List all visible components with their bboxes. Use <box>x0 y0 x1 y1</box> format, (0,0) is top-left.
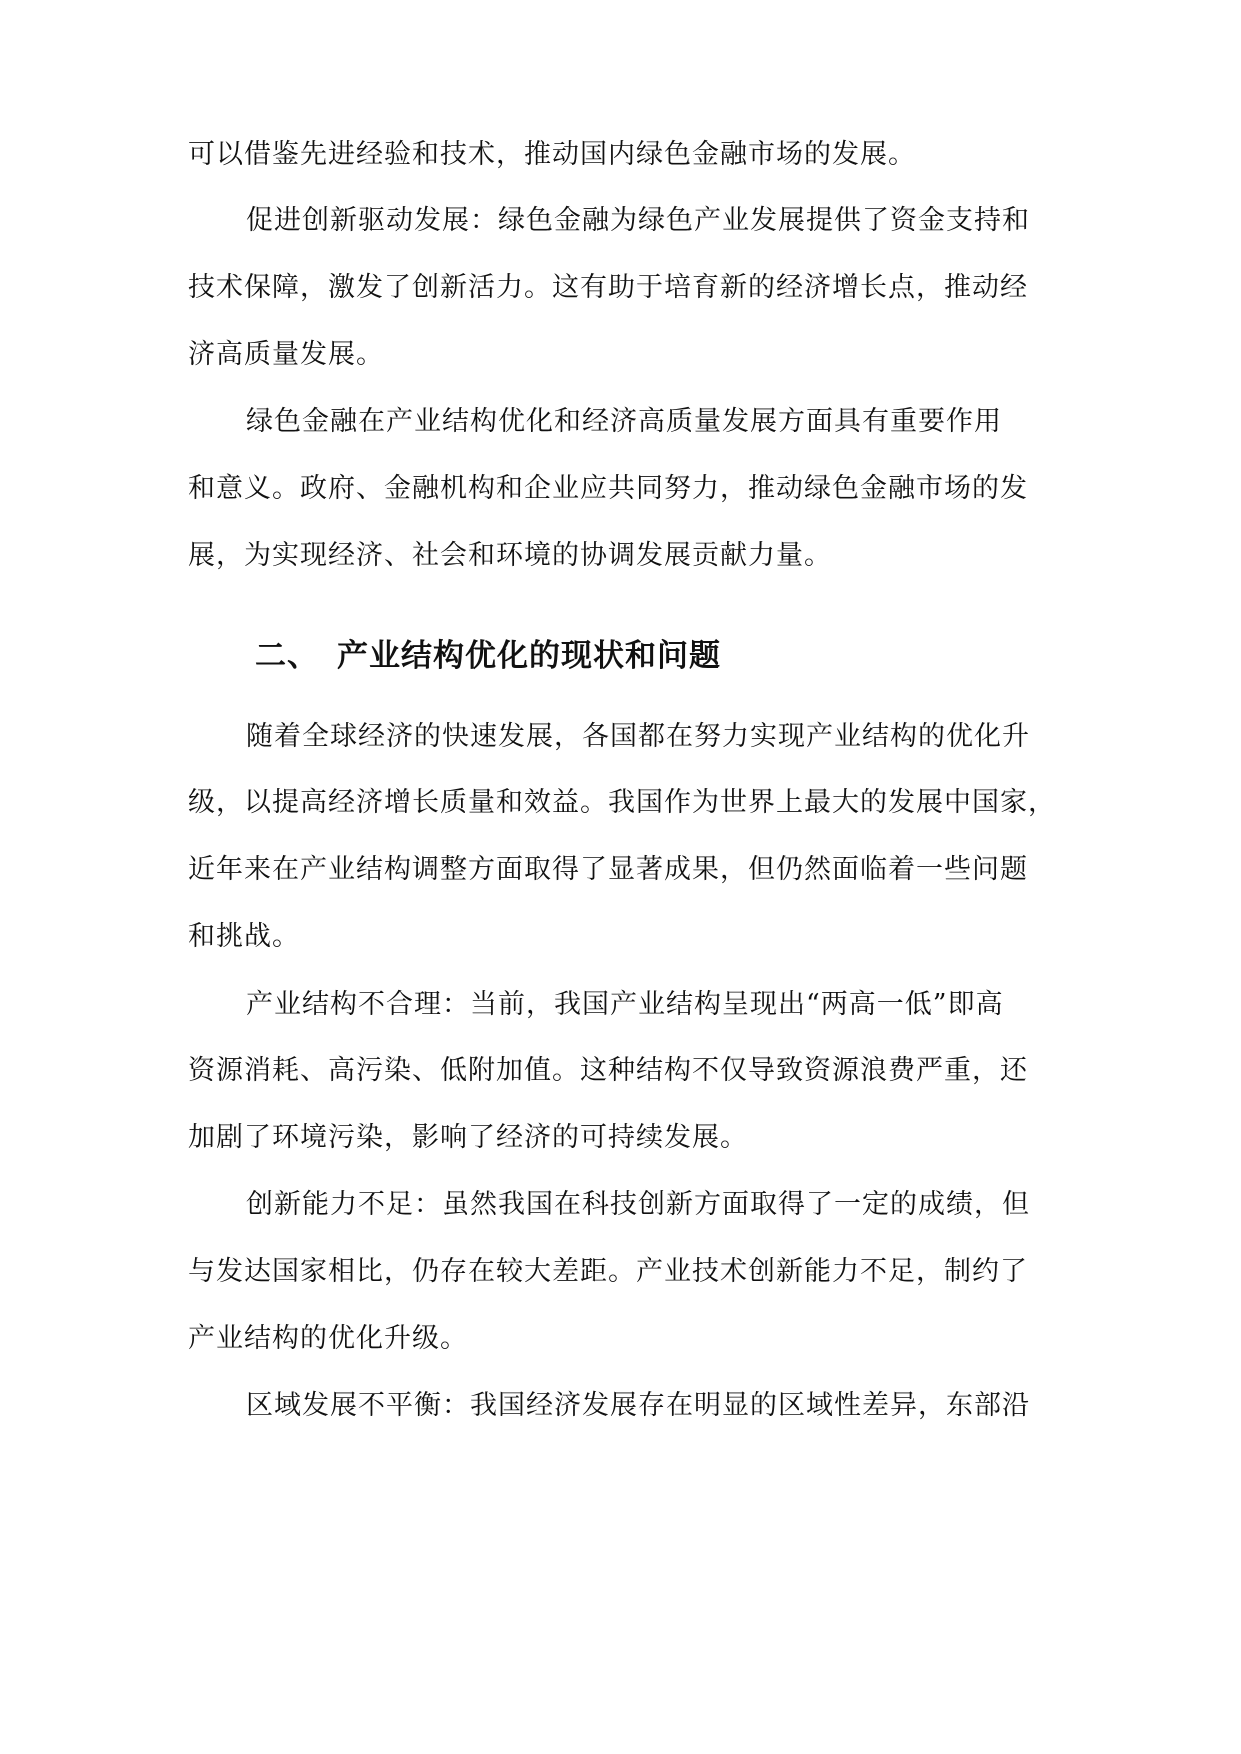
paragraph-line: 区域发展不平衡：我国经济发展存在明显的区域性差异，东部沿 <box>246 1390 1030 1421</box>
paragraph-line: 级，以提高经济增长质量和效益。我国作为世界上最大的发展中国家， <box>188 787 1056 818</box>
paragraph-line: 技术保障，激发了创新活力。这有助于培育新的经济增长点，推动经 <box>188 272 1028 303</box>
paragraph-line: 济高质量发展。 <box>188 339 384 370</box>
paragraph-line: 展，为实现经济、社会和环境的协调发展贡献力量。 <box>188 540 832 571</box>
paragraph-line: 随着全球经济的快速发展，各国都在努力实现产业结构的优化升 <box>246 721 1030 752</box>
paragraph-line: 产业结构的优化升级。 <box>188 1323 468 1354</box>
section-title: 产业结构优化的现状和问题 <box>337 638 721 674</box>
section-number: 二、 <box>255 638 319 674</box>
paragraph-line: 加剧了环境污染，影响了经济的可持续发展。 <box>188 1122 748 1153</box>
paragraph-line: 资源消耗、高污染、低附加值。这种结构不仅导致资源浪费严重，还 <box>188 1055 1028 1086</box>
paragraph-line: 产业结构不合理：当前，我国产业结构呈现出“两高一低”即高 <box>246 989 1004 1020</box>
paragraph-line: 促进创新驱动发展：绿色金融为绿色产业发展提供了资金支持和 <box>246 205 1030 236</box>
paragraph-line: 绿色金融在产业结构优化和经济高质量发展方面具有重要作用 <box>246 406 1002 437</box>
paragraph-line: 和挑战。 <box>188 921 300 952</box>
paragraph-line: 与发达国家相比，仍存在较大差距。产业技术创新能力不足，制约了 <box>188 1256 1028 1287</box>
paragraph-line: 和意义。政府、金融机构和企业应共同努力，推动绿色金融市场的发 <box>188 473 1028 504</box>
section-heading <box>255 634 721 678</box>
paragraph-line: 近年来在产业结构调整方面取得了显著成果，但仍然面临着一些问题 <box>188 854 1028 885</box>
paragraph-line: 创新能力不足：虽然我国在科技创新方面取得了一定的成绩，但 <box>246 1189 1030 1220</box>
paragraph-line: 可以借鉴先进经验和技术，推动国内绿色金融市场的发展。 <box>188 139 916 170</box>
